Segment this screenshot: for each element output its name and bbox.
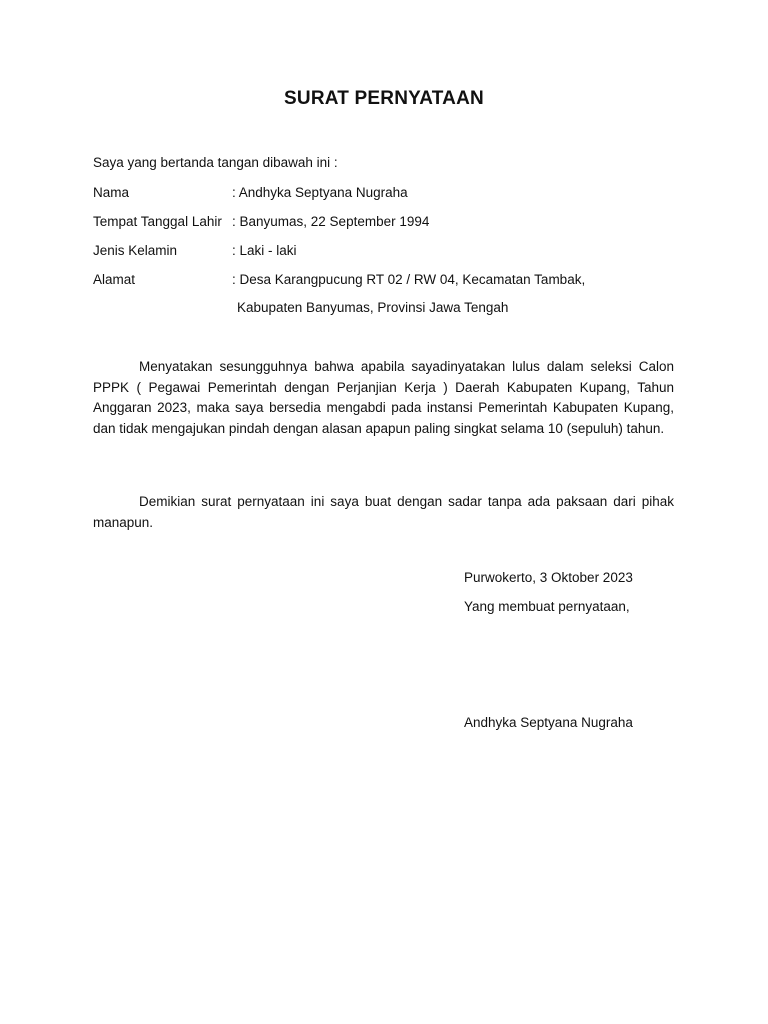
field-label: Alamat	[93, 272, 136, 287]
statement-paragraph: Menyatakan sesungguhnya bahwa apabila sayadinyatakan lulus dalam seleksi Calon PPPK ( Pegawai Pemerintah dengan Perjanjian Kerja ) Daerah Kabupaten Kupang, Tahun Anggaran 2023, maka saya bersedia mengabdi pada instansi Pemerintah Kabupaten Kupang, dan tidak mengajukan pindah dengan alasan apapun paling singkat selama 10 (sepuluh) tahun.	[93, 359, 674, 436]
address-continuation: Kabupaten Banyumas, Provinsi Jawa Tengah	[237, 300, 509, 315]
place-date: Purwokerto, 3 Oktober 2023	[464, 570, 633, 585]
signer-caption: Yang membuat pernyataan,	[464, 599, 630, 614]
intro-text: Saya yang bertanda tangan dibawah ini :	[93, 155, 338, 170]
signer-name: Andhyka Septyana Nugraha	[464, 715, 633, 730]
field-value: : Andhyka Septyana Nugraha	[232, 185, 408, 200]
field-value: : Desa Karangpucung RT 02 / RW 04, Kecamatan Tambak,	[232, 272, 586, 287]
field-label: Jenis Kelamin	[93, 243, 178, 258]
document-title: SURAT PERNYATAAN	[284, 88, 484, 109]
field-value: : Banyumas, 22 September 1994	[232, 214, 430, 229]
closing-paragraph: Demikian surat pernyataan ini saya buat dengan sadar tanpa ada paksaan dari pihak manapun.	[93, 494, 674, 530]
field-label: Nama	[93, 185, 130, 200]
field-value: : Laki - laki	[232, 243, 297, 258]
field-label: Tempat Tanggal Lahir	[93, 214, 222, 229]
